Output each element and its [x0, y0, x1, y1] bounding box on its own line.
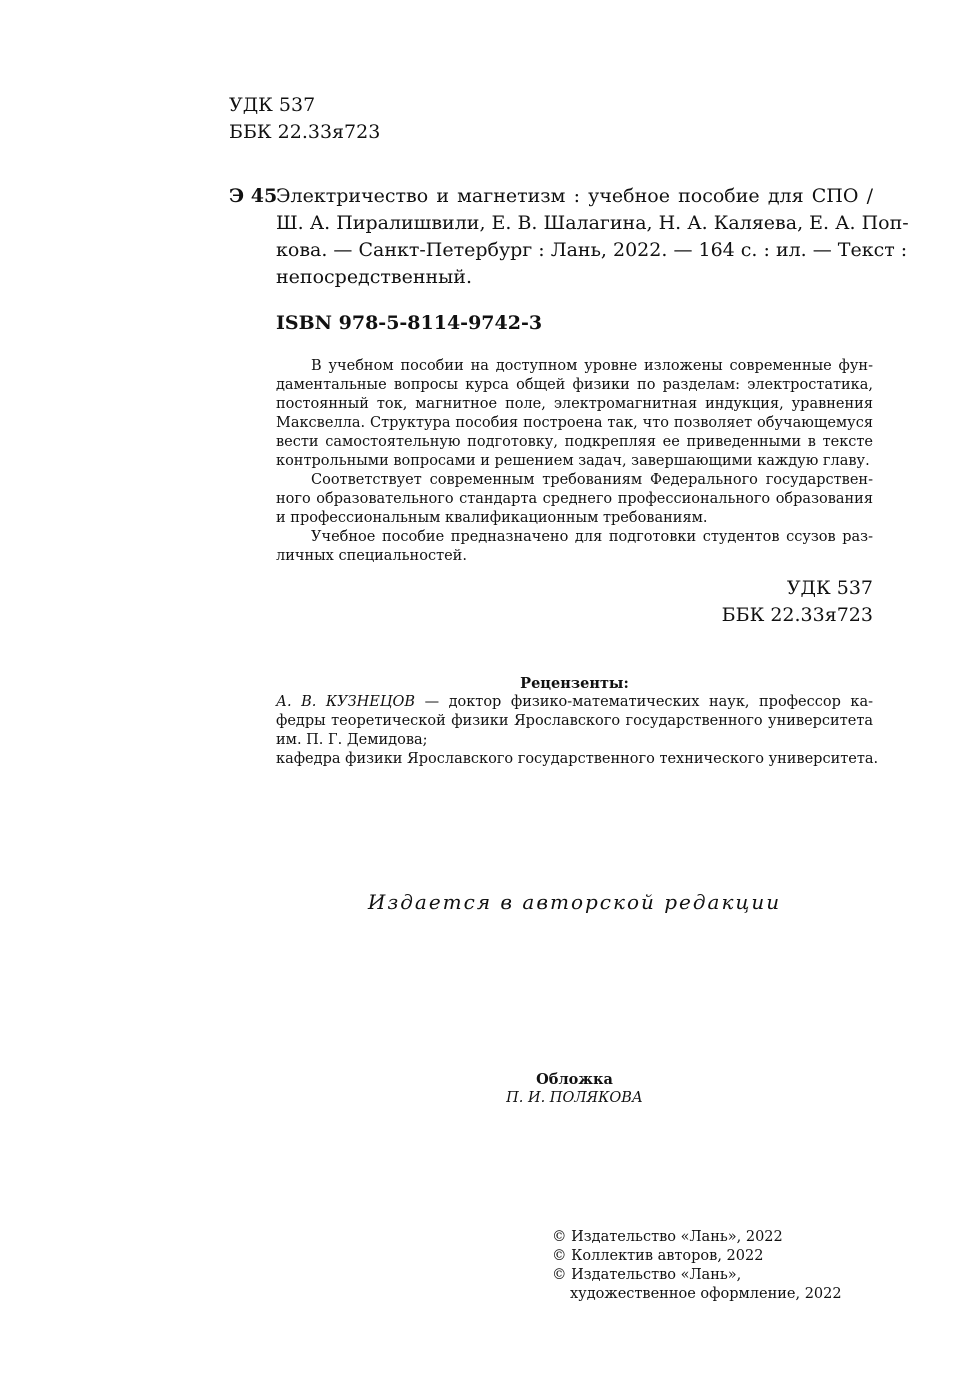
cover-designer: П. И. ПОЛЯКОВА: [506, 1090, 643, 1106]
author-mark: Э 45: [229, 185, 278, 207]
biblio-line: Электричество и магнетизм : учебное пособие для СПО /: [276, 185, 873, 207]
biblio-line: непосредственный.: [276, 266, 473, 288]
copyright-line: © Коллектив авторов, 2022: [552, 1248, 764, 1264]
annotation-line: Учебное пособие предназначено для подготовки студентов ссузов раз-: [311, 529, 873, 545]
copyright-line: художественное оформление, 2022: [570, 1286, 842, 1302]
reviewers-block: [276, 674, 879, 769]
edition-note: Издается в авторской редакции: [367, 890, 782, 914]
annotation-line: вести самостоятельную подготовку, подкрепляя ее приведенными в тексте: [276, 434, 873, 450]
annotation-line: ного образовательного стандарта среднего профессионального образования: [276, 491, 873, 507]
bbk-code: ББК 22.33я723: [229, 121, 381, 143]
annotation-line: Максвелла. Структура пособия построена так, что позволяет обучающемуся: [276, 415, 873, 431]
copyright-line: © Издательство «Лань», 2022: [552, 1229, 783, 1245]
annotation-line: контрольными вопросами и решением задач, завершающими каждую главу.: [276, 453, 870, 469]
reviewer-line: кафедра физики Ярославского государственного технического университета.: [276, 751, 879, 767]
reviewer-line: им. П. Г. Демидова;: [276, 732, 428, 748]
udk-code: УДК 537: [786, 577, 873, 599]
copyright-block: [552, 1228, 842, 1304]
bbk-code: ББК 22.33я723: [721, 604, 873, 626]
bibliographic-description: [276, 183, 909, 291]
isbn: ISBN 978-5-8114-9742-3: [276, 312, 543, 334]
top-classification: [229, 92, 380, 146]
cover-credit: [276, 1070, 873, 1108]
annotation-line: и профессиональным квалификационным требованиям.: [276, 510, 708, 526]
biblio-line: кова. — Санкт-Петербург : Лань, 2022. — 164 с. : ил. — Текст :: [276, 239, 908, 261]
bottom-classification: [722, 575, 873, 629]
annotation-line: постоянный ток, магнитное поле, электромагнитная индукция, уравнения: [276, 396, 873, 412]
reviewers-heading: Рецензенты:: [520, 675, 629, 692]
annotation-line: В учебном пособии на доступном уровне изложены современные фун-: [311, 358, 873, 374]
annotation-line: Соответствует современным требованиям Федерального государствен-: [311, 472, 873, 488]
copyright-line: © Издательство «Лань»,: [552, 1267, 742, 1283]
reviewer-name: А. В. КУЗНЕЦОВ: [276, 694, 416, 710]
biblio-line: Ш. А. Пиралишвили, Е. В. Шалагина, Н. А. Каляева, Е. А. Поп-: [276, 212, 909, 234]
reviewer-line: [276, 693, 873, 712]
reviewer-title: — доктор физико-математических наук, профессор ка-: [415, 694, 873, 710]
cover-heading: Обложка: [536, 1071, 613, 1088]
annotation: [276, 357, 873, 566]
udk-code: УДК 537: [229, 94, 316, 116]
annotation-line: даментальные вопросы курса общей физики по разделам: электростатика,: [276, 377, 873, 393]
reviewer-line: федры теоретической физики Ярославского государственного университета: [276, 713, 873, 729]
annotation-line: личных специальностей.: [276, 548, 467, 564]
